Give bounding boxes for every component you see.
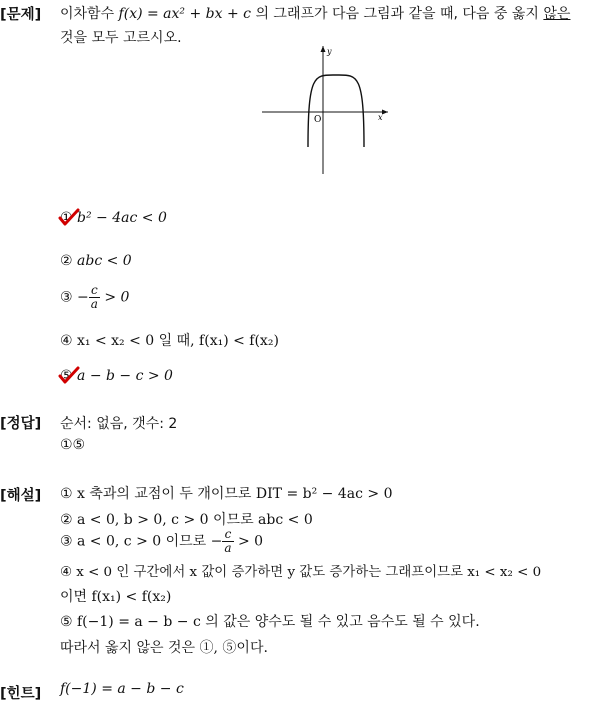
origin-label: O: [314, 115, 322, 125]
option-5-marker: ⑤: [60, 368, 73, 384]
y-axis-arrow: [321, 46, 326, 52]
option-5-check-icon: [58, 366, 80, 386]
explanation-fraction: $\frac{c}{a}$: [224, 527, 232, 555]
explanation-line-1: ① x 축과의 교점이 두 개이므로 DIT = b² − 4ac > 0: [60, 486, 393, 502]
option-2: [60, 253, 132, 269]
option-1-text: b² − 4ac < 0: [77, 210, 167, 226]
question-line-1: 이차함수 f(x) = ax² + bx + c 의 그래프가 다음 그림과 같을 때, 다음 중 옳지 않은: [60, 6, 571, 22]
explanation-line-2: ② a < 0, b > 0, c > 0 이므로 abc < 0: [60, 512, 313, 528]
option-1-check-icon: [58, 208, 80, 228]
question-formula: f(x) = ax² + bx + c: [118, 6, 251, 22]
explanation-line-5: 이면 f(x₁) < f(x₂): [60, 589, 172, 605]
answer-line-1: 순서: 없음, 갯수: 2: [60, 416, 178, 432]
option-4: [60, 330, 279, 350]
option-4-text: x₁ < x₂ < 0 일 때, f(x₁) < f(x₂): [77, 333, 279, 349]
question-line-2: 것을 모두 고르시오.: [60, 30, 182, 46]
option-5-text: a − b − c > 0: [77, 368, 173, 384]
option-2-text: abc < 0: [77, 253, 132, 269]
option-4-marker: ④: [60, 333, 73, 349]
hint-text: f(−1) = a − b − c: [60, 681, 184, 697]
explanation-line-7: 따라서 옳지 않은 것은 ①, ⑤이다.: [60, 640, 268, 656]
explanation-line-3: ③ a < 0, c > 0 이므로 − $\frac{c}{a}$ > 0: [60, 527, 264, 555]
explanation-line-4: ④ x < 0 인 구간에서 x 값이 증가하면 y 값도 증가하는 그래프이므로 x₁ < x₂ < 0: [60, 565, 542, 580]
question-tag: [문제]: [0, 7, 42, 23]
x-axis-label: x: [378, 113, 383, 122]
answer-line-2: ①⑤: [60, 437, 86, 453]
option-3-fraction: $\frac{c}{a}$: [90, 283, 98, 311]
option-1-marker: ①: [60, 210, 73, 226]
hint-tag: [힌트]: [0, 686, 42, 702]
y-axis-label: y: [327, 47, 332, 56]
parabola-graph: [258, 42, 393, 177]
option-3-marker: ③: [60, 289, 73, 306]
parabola-curve: [308, 75, 364, 147]
option-2-marker: ②: [60, 253, 73, 269]
explanation-line-6: ⑤ f(−1) = a − b − c 의 값은 양수도 될 수 있고 음수도 될 수 있다.: [60, 614, 480, 630]
option-3: ③ − $\frac{c}{a}$ > 0: [60, 283, 130, 311]
answer-tag: [정답]: [0, 416, 42, 432]
explanation-tag: [해설]: [0, 488, 42, 504]
x-axis-arrow: [382, 110, 388, 115]
